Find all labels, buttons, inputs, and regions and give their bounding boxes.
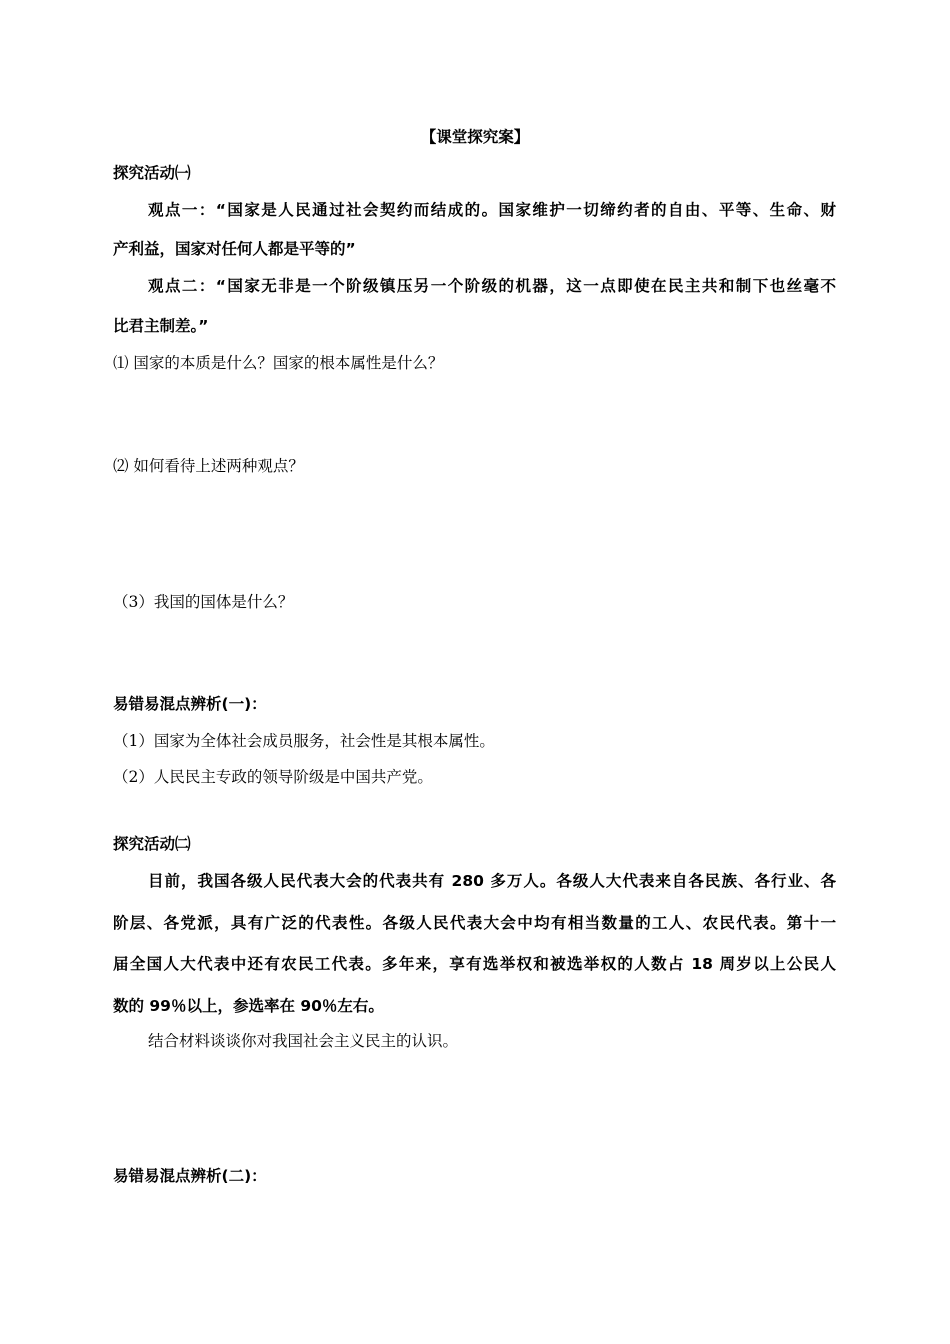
view1-line1: 观点一：“国家是人民通过社会契约而结成的。国家维护一切缔约者的自由、平等、生命、财	[148, 201, 836, 219]
activity2-para-line2: 阶层、各党派，具有广泛的代表性。各级人民代表大会中均有相当数量的工人、农民代表。第十一	[113, 914, 836, 932]
view2-line1: 观点二：“国家无非是一个阶级镇压另一个阶级的机器，这一点即使在民主共和制下也丝毫不	[148, 277, 836, 295]
activity2-question: 结合材料谈谈你对我国社会主义民主的认识。	[148, 1032, 459, 1050]
confusion1-item-1: （1）国家为全体社会成员服务，社会性是其根本属性。	[113, 732, 495, 750]
question-3: （3）我国的国体是什么？	[113, 593, 294, 611]
activity2-heading: 探究活动㈡	[113, 835, 191, 853]
question-2: ⑵ 如何看待上述两种观点？	[113, 457, 304, 475]
view2-line2: 比君主制差。”	[113, 317, 209, 335]
activity2-para-line1: 目前，我国各级人民代表大会的代表共有 280 多万人。各级人大代表来自各民族、各行业、各	[148, 872, 836, 890]
activity2-para-line4: 数的 99％以上，参选率在 90％左右。	[113, 997, 384, 1015]
view1-line2: 产利益，国家对任何人都是平等的”	[113, 240, 356, 258]
confusion2-heading: 易错易混点辨析(二)：	[113, 1167, 267, 1185]
activity2-para-line3: 届全国人大代表中还有农民工代表。多年来，享有选举权和被选举权的人数占 18 周岁以上公民人	[113, 955, 836, 973]
activity1-heading: 探究活动㈠	[113, 164, 191, 182]
confusion1-heading: 易错易混点辨析(一)：	[113, 695, 267, 713]
page-title: 【课堂探究案】	[420, 128, 530, 146]
confusion1-item-2: （2）人民民主专政的领导阶级是中国共产党。	[113, 768, 433, 786]
question-1: ⑴ 国家的本质是什么？国家的根本属性是什么？	[113, 354, 444, 372]
